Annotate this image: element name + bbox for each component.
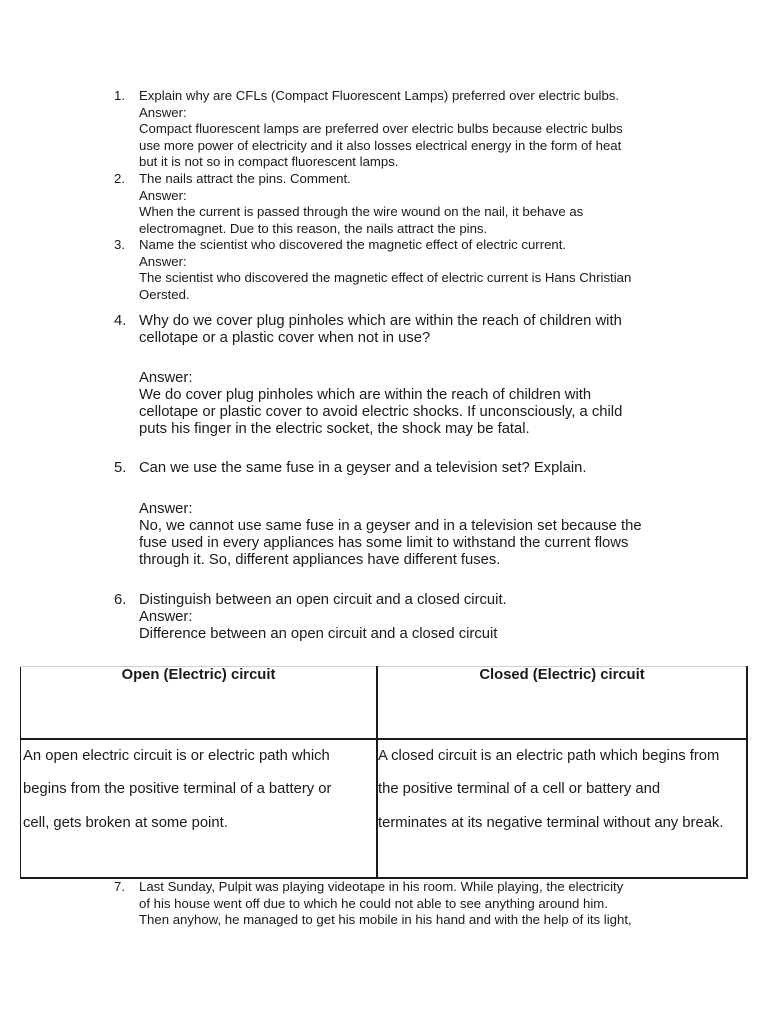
q5-answer bbox=[139, 501, 699, 569]
q4-answer-line: We do cover plug pinholes which are within the reach of children with bbox=[139, 387, 592, 403]
q7-question-line: Last Sunday, Pulpit was playing videotape in his room. While playing, the electricity bbox=[139, 879, 624, 894]
q2-answer-line: electromagnet. Due to this reason, the nails attract the pins. bbox=[139, 220, 488, 236]
q1-answer-line: but it is not so in compact fluorescent lamps. bbox=[139, 154, 399, 170]
header-open-circuit: Open (Electric) circuit bbox=[21, 667, 378, 739]
q5-answer-line: fuse used in every appliances has some limit to withstand the current flows bbox=[139, 535, 629, 551]
q3-answer-line: The scientist who discovered the magnetic effect of electric current is Hans Christian bbox=[139, 270, 632, 286]
q1-number: 1. bbox=[114, 88, 125, 103]
q1-answer-label: Answer: bbox=[139, 104, 187, 120]
q1-block bbox=[139, 88, 699, 171]
q1-answer-line: Compact fluorescent lamps are preferred over electric bulbs because electric bulbs bbox=[139, 121, 623, 137]
q7-block bbox=[139, 879, 699, 929]
q4-answer bbox=[139, 370, 699, 438]
q6-block bbox=[139, 592, 699, 643]
q5-answer-line: No, we cannot use same fuse in a geyser and in a television set because the bbox=[139, 518, 642, 534]
q3-question: Name the scientist who discovered the magnetic effect of electric current. bbox=[139, 237, 567, 252]
q7-number: 7. bbox=[114, 879, 125, 894]
q4-question-line: cellotape or a plastic cover when not in use? bbox=[139, 330, 431, 346]
q4-answer-line: cellotape or plastic cover to avoid electric shocks. If unconsciously, a child bbox=[139, 404, 623, 420]
open-circuit-line: An open electric circuit is or electric path which bbox=[23, 747, 330, 764]
q2-answer-line: When the current is passed through the wire wound on the nail, it behave as bbox=[139, 204, 584, 220]
open-circuit-cell bbox=[21, 739, 378, 879]
q3-number: 3. bbox=[114, 237, 125, 252]
closed-circuit-line: the positive terminal of a cell or battery and bbox=[378, 781, 661, 797]
q4-question-line: Why do we cover plug pinholes which are within the reach of children with bbox=[139, 313, 622, 329]
q7-question-line: Then anyhow, he managed to get his mobile in his hand and with the help of its light, bbox=[139, 912, 632, 928]
q3-block bbox=[139, 237, 699, 303]
q5-answer-label: Answer: bbox=[139, 501, 193, 517]
q4-question bbox=[139, 313, 699, 347]
table-row bbox=[21, 739, 748, 879]
q3-answer-line: Oersted. bbox=[139, 286, 190, 302]
open-circuit-line: cell, gets broken at some point. bbox=[23, 814, 228, 831]
q6-question: Distinguish between an open circuit and a closed circuit. bbox=[139, 592, 507, 608]
q2-answer-label: Answer: bbox=[139, 187, 187, 203]
q5-answer-line: through it. So, different appliances have different fuses. bbox=[139, 552, 501, 568]
difference-table bbox=[20, 666, 748, 879]
table-header-row bbox=[21, 667, 748, 739]
closed-circuit-line: terminates at its negative terminal without any break. bbox=[378, 814, 724, 831]
closed-circuit-line: A closed circuit is an electric path which begins from bbox=[378, 747, 720, 764]
q6-answer-label: Answer: bbox=[139, 609, 193, 625]
q3-answer-label: Answer: bbox=[139, 253, 187, 269]
q5-question-line: Can we use the same fuse in a geyser and a television set? Explain. bbox=[139, 460, 587, 476]
q6-number: 6. bbox=[114, 592, 127, 608]
closed-circuit-cell bbox=[377, 739, 747, 879]
q2-block bbox=[139, 171, 699, 237]
q1-question: Explain why are CFLs (Compact Fluorescent Lamps) preferred over electric bulbs. bbox=[139, 88, 620, 103]
q1-answer-line: use more power of electricity and it also losses electrical energy in the form of heat bbox=[139, 137, 622, 153]
q4-answer-label: Answer: bbox=[139, 370, 193, 386]
q4-answer-line: puts his finger in the electric socket, the shock may be fatal. bbox=[139, 421, 530, 437]
q2-number: 2. bbox=[114, 171, 125, 186]
q2-question: The nails attract the pins. Comment. bbox=[139, 171, 351, 186]
q4-number: 4. bbox=[114, 313, 127, 329]
open-circuit-line: begins from the positive terminal of a battery or bbox=[23, 781, 332, 797]
q6-answer-line: Difference between an open circuit and a closed circuit bbox=[139, 626, 498, 642]
q5-number: 5. bbox=[114, 460, 127, 476]
q5-question bbox=[139, 460, 699, 477]
header-closed-circuit: Closed (Electric) circuit bbox=[377, 667, 747, 739]
q7-question-line: of his house went off due to which he could not able to see anything around him. bbox=[139, 895, 608, 911]
